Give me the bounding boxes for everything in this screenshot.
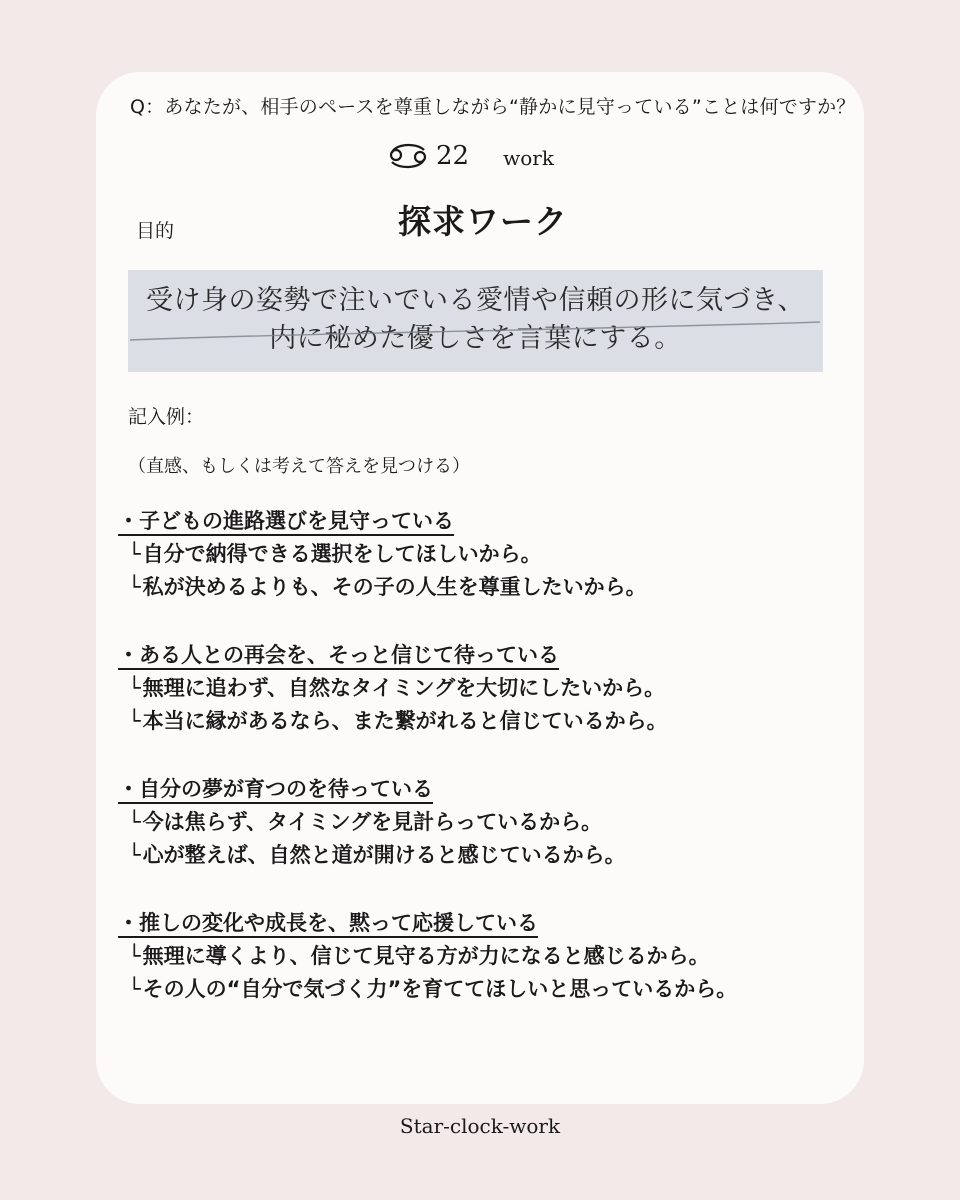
corner-mark: └ xyxy=(128,676,141,700)
example-group xyxy=(118,772,838,872)
example-label: 記入例： xyxy=(128,406,205,428)
corner-mark: └ xyxy=(128,709,141,733)
example-group xyxy=(118,638,838,738)
page-title: 探求ワーク xyxy=(398,202,568,241)
example-reason: └無理に追わず、自然なタイミングを大切にしたいから。 xyxy=(128,676,666,700)
example-reason: └私が決めるよりも、その子の人生を尊重したいから。 xyxy=(128,575,647,599)
hint-text: （直感、もしくは考えて答えを見つける） xyxy=(128,456,470,477)
example-reason: └自分で納得できる選択をしてほしいから。 xyxy=(128,542,542,566)
example-reason: └心が整えば、自然と道が開けると感じているから。 xyxy=(128,843,626,867)
header-row xyxy=(386,136,554,176)
example-reason: └無理に導くより、信じて見守る方が力になると感じるから。 xyxy=(128,944,710,968)
purpose-label: 目的 xyxy=(136,220,175,242)
footer-brand: Star-clock-work xyxy=(399,1114,561,1138)
purpose-line-2: 内に秘めた優しさを言葉にする。 xyxy=(269,323,682,354)
example-reason: └その人の“自分で気づく力”を育ててほしいと思っているから。 xyxy=(128,977,738,1001)
corner-mark: └ xyxy=(128,843,141,867)
purpose-line-1: 受け身の姿勢で注いでいる愛情や信頼の形に気づき、 xyxy=(146,285,805,316)
cancer-sign-icon xyxy=(386,140,430,172)
corner-mark: └ xyxy=(128,977,141,1001)
example-heading: ・自分の夢が育つのを待っている xyxy=(118,772,838,806)
example-group xyxy=(118,504,838,604)
work-label: work xyxy=(503,146,554,170)
example-heading: ・子どもの進路選びを見守っている xyxy=(118,504,838,538)
corner-mark: └ xyxy=(128,810,141,834)
example-reason: └今は焦らず、タイミングを見計らっているから。 xyxy=(128,810,603,834)
corner-mark: └ xyxy=(128,542,141,566)
question-text: Q：あなたが、相手のペースを尊重しながら“静かに見守っている”ことは何ですか？ xyxy=(130,96,856,118)
example-list xyxy=(118,504,838,1040)
decorative-stroke xyxy=(130,316,820,346)
example-heading: ・ある人との再会を、そっと信じて待っている xyxy=(118,638,838,672)
example-group xyxy=(118,906,838,1006)
example-reason: └本当に縁があるなら、また繋がれると信じているから。 xyxy=(128,709,668,733)
example-heading: ・推しの変化や成長を、黙って応援している xyxy=(118,906,838,940)
corner-mark: └ xyxy=(128,944,141,968)
work-number: 22 xyxy=(436,141,470,171)
corner-mark: └ xyxy=(128,575,141,599)
